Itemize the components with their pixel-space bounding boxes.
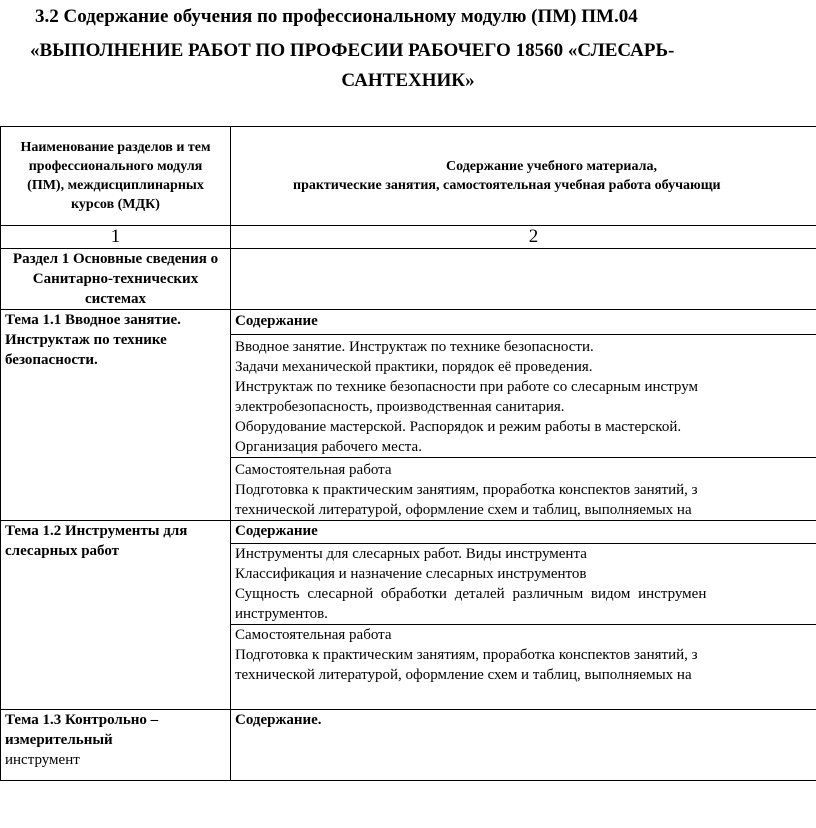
topic-1-2-title: Тема 1.2 Инструменты для слесарных работ: [1, 521, 231, 710]
list-item: технической литературой, оформление схем и таблиц, выполняемых на: [235, 502, 692, 518]
topic-1-3-title: [1, 710, 231, 781]
list-item: Задачи механической практики, порядок её проведения.: [235, 359, 593, 375]
list-item: инструментов.: [235, 606, 328, 622]
topic-1-2-self-work: [231, 625, 816, 710]
topic-1-2-content-label: Содержание: [231, 521, 816, 544]
header-content-line-2: практические занятия, самостоятельная учебная работа обучающи: [293, 178, 721, 193]
column-number-row: [1, 226, 816, 249]
curriculum-table: [0, 126, 816, 781]
topic-1-3-title-regular: инструмент: [5, 752, 80, 768]
list-item: технической литературой, оформление схем и таблиц, выполняемых на: [235, 667, 692, 683]
list-item: Подготовка к практическим занятиям, проработка конспектов занятий, з: [235, 482, 698, 498]
topic-1-3-title-bold: Тема 1.3 Контрольно – измерительный: [5, 712, 159, 748]
section-1-empty-cell: [231, 249, 816, 310]
heading-line-2: «ВЫПОЛНЕНИЕ РАБОТ ПО ПРОФЕСИИ РАБОЧЕГО 18560 «СЛЕСАРЬ-: [30, 40, 675, 61]
table-row: [1, 310, 816, 335]
header-col-content: [231, 127, 816, 226]
heading-line-1: 3.2 Содержание обучения по профессиональному модулю (ПМ) ПМ.04: [35, 6, 638, 27]
header-content-line-1: Содержание учебного материала,: [446, 159, 657, 174]
table-header-row: [1, 127, 816, 226]
list-item: Подготовка к практическим занятиям, проработка конспектов занятий, з: [235, 647, 698, 663]
topic-1-1-title: Тема 1.1 Вводное занятие. Инструктаж по технике безопасности.: [1, 310, 231, 521]
section-1-title: Раздел 1 Основные сведения о Санитарно-технических системах: [1, 249, 231, 310]
heading-line-3: САНТЕХНИК»: [341, 70, 475, 91]
column-number-2: 2: [231, 226, 816, 249]
list-item: Инструктаж по технике безопасности при работе со слесарным инструм: [235, 379, 699, 395]
list-item: Классификация и назначение слесарных инструментов: [235, 566, 587, 582]
header-col-sections: Наименование разделов и тем профессионального модуля (ПМ), междисциплинарных курсов (МДК): [1, 127, 231, 226]
topic-1-1-content-label: Содержание: [231, 310, 816, 335]
topic-1-2-content-lines: [231, 544, 816, 625]
table-row: [1, 521, 816, 544]
list-item: Сущность слесарной обработки деталей различным видом инструмен: [235, 586, 707, 602]
list-item: Вводное занятие. Инструктаж по технике безопасности.: [235, 339, 594, 355]
list-item: Оборудование мастерской. Распорядок и режим работы в мастерской.: [235, 419, 682, 435]
list-item: электробезопасность, производственная санитария.: [235, 399, 565, 415]
table-row: [1, 249, 816, 310]
self-work-label: Самостоятельная работа: [235, 462, 392, 478]
list-item: Инструменты для слесарных работ. Виды инструмента: [235, 546, 587, 562]
list-item: Организация рабочего места.: [235, 439, 422, 455]
table-row: [1, 710, 816, 781]
topic-1-3-content-label: Содержание.: [231, 710, 816, 781]
column-number-1: 1: [1, 226, 231, 249]
topic-1-1-self-work: [231, 458, 816, 521]
topic-1-1-content-lines: [231, 335, 816, 458]
self-work-label: Самостоятельная работа: [235, 627, 392, 643]
